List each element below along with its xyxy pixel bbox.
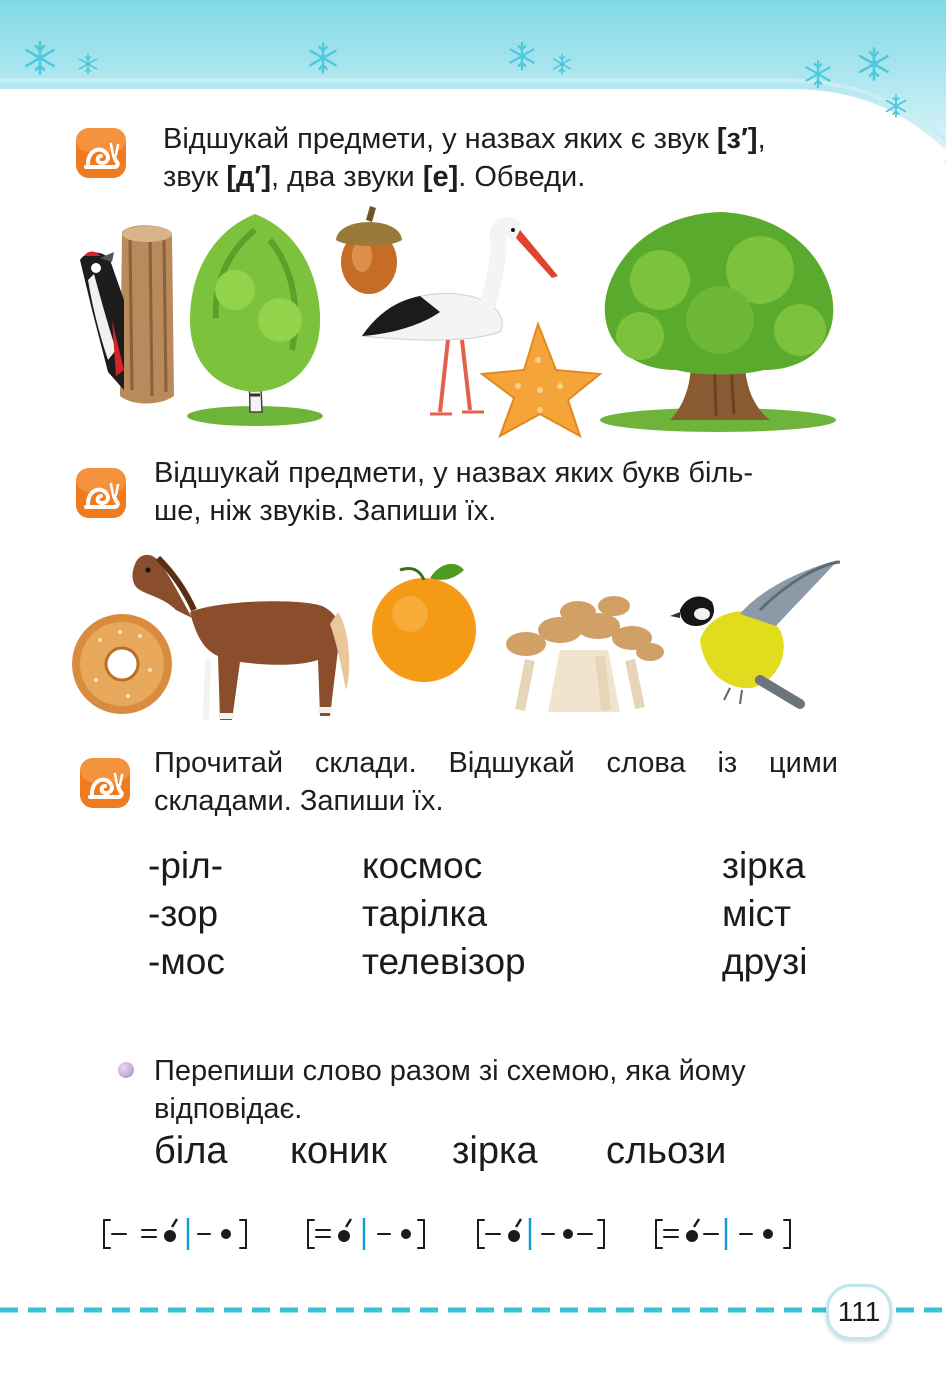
task-3-text: Прочитай склади. Відшукай слова із цими складами. Запиши їх.	[154, 747, 838, 817]
task-2-pictures	[0, 540, 946, 730]
horse-picture[interactable]	[133, 555, 350, 720]
woodpecker-picture[interactable]	[80, 225, 174, 403]
mushrooms-picture[interactable]	[506, 596, 664, 712]
task-1-text: Відшукай предмети, у назвах яких є звук [з′], звук [д′], два звуки [е]. Обведи.	[163, 123, 766, 193]
snail-icon	[78, 756, 132, 810]
orange-picture[interactable]	[372, 564, 476, 682]
syllable: -зор	[148, 893, 219, 934]
bullet-icon	[118, 1062, 134, 1078]
words-column-b	[722, 842, 807, 986]
word: космос	[362, 845, 483, 886]
word-1: біла	[154, 1130, 228, 1172]
scheme-3[interactable]	[478, 1220, 604, 1248]
words-column-a	[362, 842, 526, 986]
word: зірка	[722, 845, 806, 886]
word: міст	[722, 893, 792, 934]
syllables-column	[148, 842, 225, 986]
syllable: -ріл-	[148, 845, 224, 886]
word: тарілка	[362, 893, 488, 934]
word-4: сльози	[606, 1130, 727, 1172]
task-2-text: Відшукай предмети, у назвах яких букв біль- ше, ніж звуків. Запиши їх.	[154, 457, 754, 527]
word: телевізор	[362, 941, 526, 982]
word: друзі	[722, 941, 808, 982]
syllable: -мос	[148, 941, 225, 982]
task-1-pictures	[0, 200, 946, 440]
page-number: 111	[826, 1284, 892, 1340]
word-schemes	[0, 1210, 946, 1260]
oak-picture[interactable]	[600, 212, 836, 432]
tit-picture[interactable]	[670, 560, 840, 704]
task-4-text: Перепиши слово разом зі схемою, яка йому відповідає.	[154, 1055, 746, 1125]
snail-icon	[74, 126, 128, 180]
birch-picture[interactable]	[187, 214, 323, 426]
acorn-picture[interactable]	[336, 206, 402, 294]
snail-icon	[74, 466, 128, 520]
bagel-picture[interactable]	[72, 614, 172, 714]
footer-divider	[0, 1280, 946, 1350]
word-3: зірка	[452, 1130, 538, 1172]
word-2: коник	[290, 1130, 388, 1172]
starfish-picture[interactable]	[482, 324, 600, 436]
